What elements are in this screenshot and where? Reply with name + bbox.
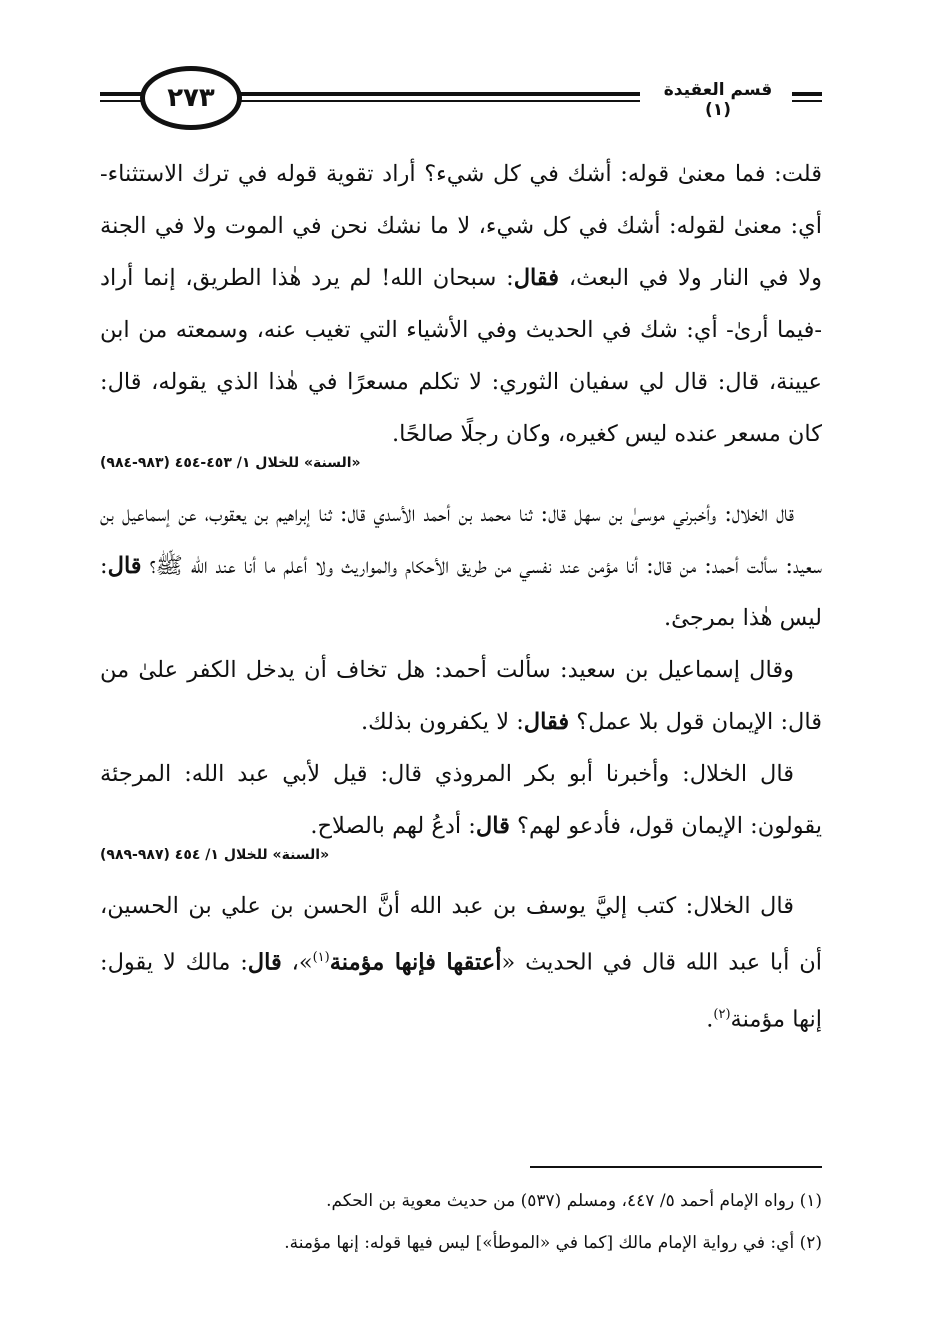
header-rule (792, 100, 822, 102)
header-rule (792, 92, 822, 96)
paragraph (100, 748, 822, 852)
header-rule (100, 100, 144, 102)
paragraph (100, 488, 822, 644)
main-text (100, 148, 822, 1045)
paragraph-text: : لا يكفرون بذلك. (360, 709, 524, 735)
bold-keyword: قال (107, 553, 142, 579)
bold-keyword: فقال (523, 709, 570, 735)
paragraph-text: قال الخلال: وأخبرنا أبو بكر المروذي قال: قيل لأبي عبد الله: المرجئة يقولون: الإيمان قول، فأدعو لهم؟ (100, 761, 822, 839)
paragraph-text: قال الخلال: كتب إليَّ يوسف بن عبد الله أنَّ الحسن بن علي بن الحسين، أن أبا عبد الله قال في الحديث « (100, 893, 822, 976)
paragraph-text: قلت: فما معنىٰ قوله: أشك في كل شيء؟ أراد تقوية قوله في ترك الاستثناء- أي: معنىٰ لقوله: أشك في كل شيء، لا ما نشك نحن في الموت ولا في الجنة ولا في النار ولا في البعث، (100, 161, 822, 291)
footnotes (100, 1180, 822, 1264)
header-rule (240, 92, 640, 96)
footnote-marker: (٢) (713, 1006, 731, 1022)
paragraph (100, 880, 822, 1045)
page-number: ٢٧٣ (140, 66, 242, 130)
source-reference: «السنة» للخلال ١/ ٤٥٣-٤٥٤ (٩٨٣-٩٨٤) (100, 455, 361, 471)
paragraph-text: : ليس هٰذا بمرجئ. (100, 553, 822, 631)
paragraph-text: : سبحان الله! لم يرد هٰذا الطريق، إنما أراد -فيما أرىٰ- أي: شك في الحديث وفي الأشياء التي تغيب عنه، وسمعته من ابن عيينة، قال: قال لي سفيان الثوري: لا تكلم مسعرًا في هٰذا الذي يقوله، قال: كان مسعر عنده ليس كغيره، وكان رجلًا صالحًا. (100, 265, 822, 447)
paragraph-text: وقال إسماعيل بن سعيد: سألت أحمد: هل تخاف أن يدخل الكفر علىٰ من قال: الإيمان قول بلا عمل؟ (100, 657, 822, 735)
paragraph-text: »، (281, 949, 313, 976)
bold-keyword: فقال (513, 265, 560, 291)
header-rule (100, 92, 144, 96)
paragraph-text: : مالك لا يقول: إنها مؤمنة (100, 949, 822, 1032)
bold-quote: أعتقها فإنها مؤمنة (329, 949, 502, 976)
paragraph (100, 644, 822, 748)
running-title: قسم العقيدة (١) (663, 80, 773, 120)
page-header (100, 66, 822, 136)
source-reference: «السنة» للخلال ١/ ٤٥٤ (٩٨٧-٩٨٩) (100, 847, 330, 863)
bold-keyword: قال (247, 949, 282, 976)
footnote-marker: (١) (312, 950, 330, 965)
header-rule (240, 100, 640, 102)
footnote-separator (530, 1166, 822, 1168)
paragraph-text: . (706, 1006, 714, 1032)
footnote: (٢) أي: في رواية الإمام مالك [كما في «الموطأ»] ليس فيها قوله: إنها مؤمنة. (284, 1233, 822, 1253)
bold-keyword: قال (475, 813, 510, 839)
paragraph-text: : أدعُ لهم بالصلاح. (310, 813, 476, 839)
paragraph (100, 148, 822, 460)
footnote: (١) رواه الإمام أحمد ٥/ ٤٤٧، ومسلم (٥٣٧) من حديث معوية بن الحكم. (326, 1191, 822, 1211)
paragraph-text: قال الخلال: وأخبرني موسىٰ بن سهل قال: ثنا محمد بن أحمد الأسدي قال: ثنا إبراهيم بن يعقوب، عن إسماعيل بن سعيد: سألت أحمد: من قال: أنا مؤمن عند نفسي من طريق الأحكام والمواريث ولا أعلم ما أنا عند الله ﷺ؟ (100, 501, 822, 579)
